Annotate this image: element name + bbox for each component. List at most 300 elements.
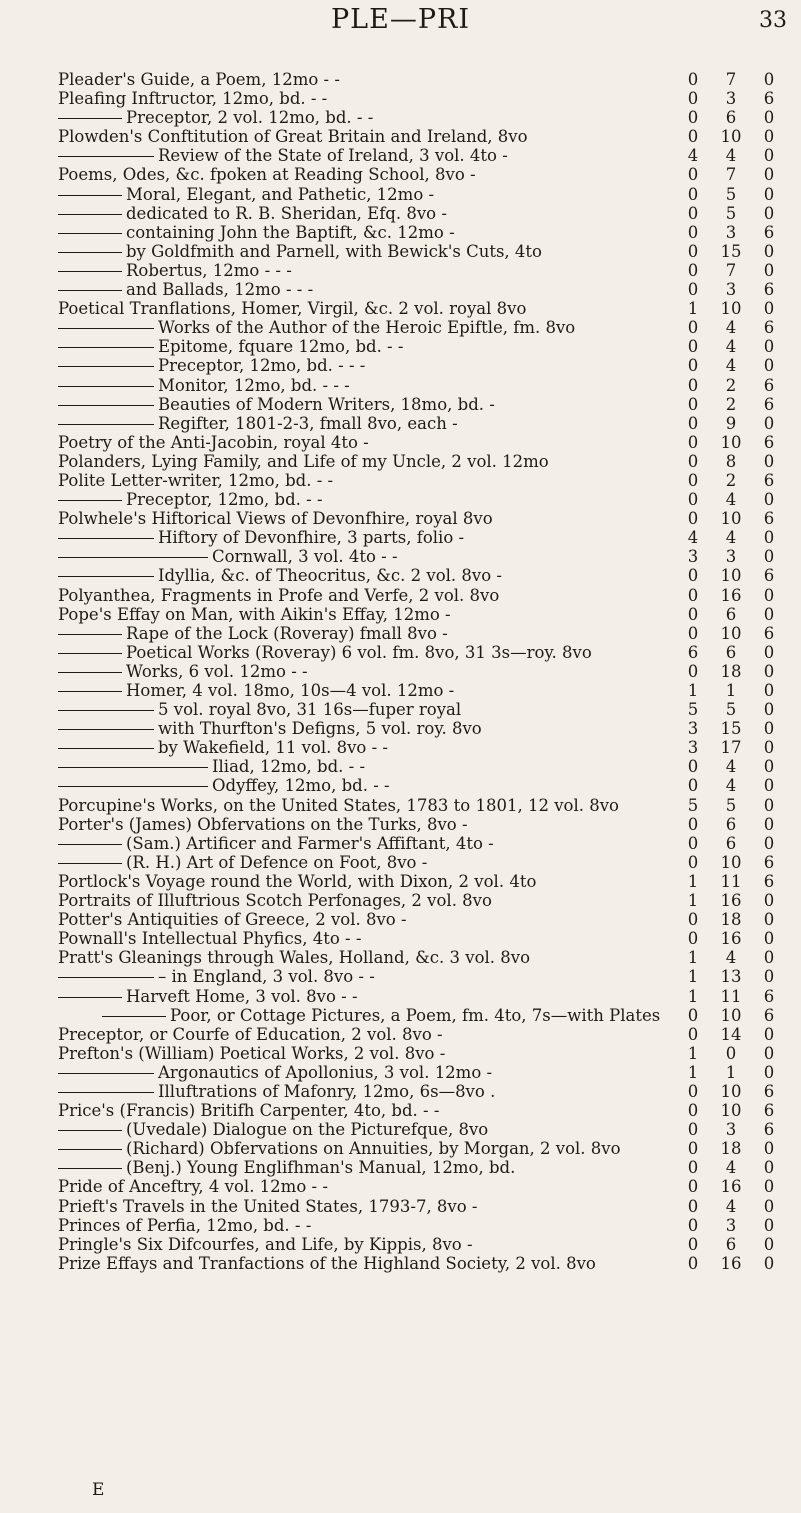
entry-price — [674, 490, 788, 509]
price-pounds: 0 — [687, 1139, 699, 1159]
price-pence: 0 — [763, 127, 775, 147]
entry-title — [58, 471, 333, 490]
price-pounds: 0 — [687, 318, 699, 338]
entry-title-text: Porcupine's Works, on the United States, 1783 to 1801, 12 vol. 8vo — [58, 795, 619, 815]
catalogue-entry — [58, 796, 788, 815]
entry-title-text: Idyllia, &c. of Theocritus, &c. 2 vol. 8vo - — [158, 566, 502, 586]
price-shillings: 3 — [725, 89, 737, 109]
price-pence: 0 — [763, 1139, 775, 1159]
price-pounds: 0 — [687, 127, 699, 147]
price-pounds: 0 — [687, 432, 699, 452]
catalogue-entry — [58, 356, 788, 375]
entry-title — [58, 872, 536, 891]
price-pence: 0 — [763, 413, 775, 433]
entry-title — [58, 1216, 311, 1235]
price-shillings: 7 — [725, 260, 737, 280]
price-pence: 0 — [763, 70, 775, 89]
price-pence: 0 — [763, 528, 775, 548]
catalogue-entry — [58, 776, 788, 795]
entry-title-text: Prieft's Travels in the United States, 1793-7, 8vo - — [58, 1196, 478, 1216]
price-shillings: 3 — [725, 1120, 737, 1140]
price-pence: 0 — [763, 1177, 775, 1197]
entry-title-text: Price's (Francis) Britifh Carpenter, 4to, bd. - - — [58, 1101, 440, 1121]
price-pence: 0 — [763, 776, 775, 796]
catalogue-entry — [58, 586, 788, 605]
catalogue-entry — [58, 261, 788, 280]
price-shillings: 6 — [725, 1234, 737, 1254]
entry-title-text: Pownall's Intellectual Phyfics, 4to - - — [58, 929, 362, 949]
price-pounds: 0 — [687, 108, 699, 128]
ditto-rule — [58, 271, 122, 272]
price-pounds: 4 — [687, 528, 699, 548]
entry-title-text: Prefton's (William) Poetical Works, 2 vol. 8vo - — [58, 1043, 446, 1063]
price-pounds: 0 — [687, 661, 699, 681]
catalogue-entry — [58, 891, 788, 910]
entry-title — [58, 566, 502, 585]
entry-title-text: Pleader's Guide, a Poem, 12mo - - — [58, 70, 340, 89]
price-shillings: 3 — [725, 1215, 737, 1235]
price-pence: 6 — [763, 566, 775, 586]
price-shillings: 5 — [725, 795, 737, 815]
price-shillings: 9 — [725, 413, 737, 433]
entry-title-text: Poetical Tranflations, Homer, Virgil, &c. 2 vol. royal 8vo — [58, 299, 527, 319]
ditto-rule — [58, 405, 154, 406]
entry-title — [58, 1177, 328, 1196]
entry-price — [674, 776, 788, 795]
price-pence: 6 — [763, 1005, 775, 1025]
entry-title — [58, 223, 455, 242]
entry-price — [674, 624, 788, 643]
catalogue-entry — [58, 948, 788, 967]
entry-price — [674, 948, 788, 967]
ditto-rule — [58, 653, 122, 654]
entry-price — [674, 1025, 788, 1044]
entry-price — [674, 1254, 788, 1273]
entry-title-text: Preceptor, or Courfe of Education, 2 vol. 8vo - — [58, 1024, 443, 1044]
catalogue-entry — [58, 815, 788, 834]
price-pounds: 5 — [687, 700, 699, 720]
catalogue-entry — [58, 967, 788, 986]
catalogue-entry — [58, 1101, 788, 1120]
price-pounds: 0 — [687, 623, 699, 643]
price-pence: 6 — [763, 318, 775, 338]
price-shillings: 10 — [720, 509, 742, 529]
price-pence: 0 — [763, 1253, 775, 1273]
entry-price — [674, 547, 788, 566]
price-pence: 0 — [763, 260, 775, 280]
price-shillings: 5 — [725, 184, 737, 204]
price-shillings: 10 — [720, 1081, 742, 1101]
ditto-rule — [58, 977, 154, 978]
entry-price — [674, 185, 788, 204]
price-pence: 6 — [763, 375, 775, 395]
entry-title — [58, 624, 448, 643]
price-pence: 6 — [763, 1120, 775, 1140]
entry-price — [674, 967, 788, 986]
entry-price — [674, 1006, 788, 1025]
entry-title — [58, 1063, 492, 1082]
catalogue-entry — [58, 1158, 788, 1177]
price-shillings: 6 — [725, 604, 737, 624]
entry-title — [58, 146, 508, 165]
price-pence: 0 — [763, 738, 775, 758]
catalogue-entry — [58, 376, 788, 395]
entry-title-text: Prize Effays and Tranfactions of the Highland Society, 2 vol. 8vo — [58, 1253, 596, 1273]
signature-mark: E — [92, 1480, 105, 1500]
entry-title — [58, 1254, 596, 1273]
ditto-rule — [58, 672, 122, 673]
price-pounds: 0 — [687, 260, 699, 280]
entry-title — [58, 738, 388, 757]
ditto-rule — [58, 233, 122, 234]
price-pounds: 0 — [687, 1215, 699, 1235]
price-pence: 0 — [763, 1196, 775, 1216]
price-pounds: 0 — [687, 451, 699, 471]
price-pence: 0 — [763, 1043, 775, 1063]
ditto-rule — [58, 997, 122, 998]
price-shillings: 6 — [725, 833, 737, 853]
price-pounds: 3 — [687, 719, 699, 739]
price-shillings: 4 — [725, 757, 737, 777]
entry-title-text: containing John the Baptift, &c. 12mo - — [126, 222, 455, 242]
price-shillings: 16 — [720, 1177, 742, 1197]
entry-title-text: Moral, Elegant, and Pathetic, 12mo - — [126, 184, 435, 204]
price-shillings: 11 — [720, 986, 742, 1006]
price-pounds: 0 — [687, 1196, 699, 1216]
price-shillings: 1 — [725, 1062, 737, 1082]
price-pence: 0 — [763, 967, 775, 987]
price-pounds: 5 — [687, 795, 699, 815]
catalogue-entry — [58, 1025, 788, 1044]
entry-title-text: Pope's Effay on Man, with Aikin's Effay, 12mo - — [58, 604, 451, 624]
price-pounds: 0 — [687, 241, 699, 261]
price-pence: 0 — [763, 757, 775, 777]
entry-title-text: Pringle's Six Difcourfes, and Life, by Kippis, 8vo - — [58, 1234, 473, 1254]
entry-price — [674, 1044, 788, 1063]
price-pounds: 0 — [687, 910, 699, 930]
entry-price — [674, 1139, 788, 1158]
entry-title-text: Poetry of the Anti-Jacobin, royal 4to - — [58, 432, 369, 452]
entry-price — [674, 605, 788, 624]
entry-title-text: Portraits of Illuftrious Scotch Perfonages, 2 vol. 8vo — [58, 891, 492, 911]
entry-title — [58, 204, 447, 223]
entry-price — [674, 757, 788, 776]
price-pounds: 3 — [687, 738, 699, 758]
catalogue-entry — [58, 1197, 788, 1216]
entry-price — [674, 1063, 788, 1082]
entry-title — [58, 280, 313, 299]
catalogue-entry — [58, 108, 788, 127]
ditto-rule — [58, 1073, 154, 1074]
catalogue-entry — [58, 757, 788, 776]
entry-title-text: (Benj.) Young Englifhman's Manual, 12mo, bd. — [126, 1158, 516, 1178]
catalogue-entry — [58, 471, 788, 490]
catalogue-entry — [58, 242, 788, 261]
catalogue-entry — [58, 185, 788, 204]
ditto-rule — [58, 366, 154, 367]
price-shillings: 10 — [720, 432, 742, 452]
entry-title-text: Works of the Author of the Heroic Epiftle, fm. 8vo — [158, 318, 576, 338]
entry-title-text: Robertus, 12mo - - - — [126, 260, 292, 280]
entry-title — [58, 299, 526, 318]
entry-price — [674, 108, 788, 127]
price-shillings: 8 — [725, 451, 737, 471]
catalogue-entry — [58, 204, 788, 223]
price-pence: 0 — [763, 490, 775, 510]
price-pence: 6 — [763, 432, 775, 452]
price-pence: 0 — [763, 929, 775, 949]
catalogue-entry — [58, 1216, 788, 1235]
price-pence: 6 — [763, 222, 775, 242]
entry-price — [674, 280, 788, 299]
entry-price — [674, 891, 788, 910]
catalogue-entry — [58, 146, 788, 165]
entry-title — [58, 452, 549, 471]
catalogue-entry — [58, 452, 788, 471]
price-pence: 6 — [763, 509, 775, 529]
entry-title — [102, 1006, 660, 1025]
entry-price — [674, 738, 788, 757]
entry-title — [58, 242, 542, 261]
ditto-rule — [58, 538, 154, 539]
entry-price — [674, 1177, 788, 1196]
price-shillings: 3 — [725, 222, 737, 242]
price-shillings: 4 — [725, 490, 737, 510]
entry-price — [674, 528, 788, 547]
entry-title — [58, 948, 530, 967]
entry-title-text: Epitome, fquare 12mo, bd. - - — [158, 337, 404, 357]
price-pounds: 0 — [687, 1158, 699, 1178]
entry-price — [674, 987, 788, 1006]
catalogue-entry — [58, 1177, 788, 1196]
price-pounds: 1 — [687, 1062, 699, 1082]
catalogue-entry — [58, 738, 788, 757]
catalogue-entry — [58, 700, 788, 719]
entry-price — [674, 910, 788, 929]
entry-title-text: Hiftory of Devonfhire, 3 parts, folio - — [158, 528, 465, 548]
entry-title — [58, 108, 373, 127]
entry-title — [58, 70, 340, 89]
entry-title — [58, 337, 403, 356]
entry-title-text: (Richard) Obfervations on Annuities, by Morgan, 2 vol. 8vo — [126, 1139, 621, 1159]
price-shillings: 4 — [725, 528, 737, 548]
entry-price — [674, 165, 788, 184]
ditto-rule — [58, 1092, 154, 1093]
entry-title — [58, 967, 375, 986]
entry-price — [674, 662, 788, 681]
price-shillings: 14 — [720, 1024, 742, 1044]
price-pence: 0 — [763, 299, 775, 319]
price-pence: 6 — [763, 852, 775, 872]
price-pounds: 0 — [687, 280, 699, 300]
price-pounds: 1 — [687, 948, 699, 968]
catalogue-entry — [58, 929, 788, 948]
entry-title-text: Preceptor, 12mo, bd. - - - — [158, 356, 366, 376]
entry-title — [58, 528, 464, 547]
catalogue-entry — [58, 337, 788, 356]
entry-title — [58, 853, 427, 872]
price-shillings: 16 — [720, 1253, 742, 1273]
entry-title — [58, 356, 365, 375]
price-shillings: 10 — [720, 623, 742, 643]
entry-title-text: – in England, 3 vol. 8vo - - — [158, 967, 375, 987]
price-shillings: 6 — [725, 642, 737, 662]
catalogue-entry — [58, 223, 788, 242]
entry-price — [674, 1120, 788, 1139]
price-pence: 6 — [763, 1081, 775, 1101]
catalogue-entry — [58, 299, 788, 318]
entry-price — [674, 566, 788, 585]
catalogue-entry — [58, 433, 788, 452]
entry-title-text: (R. H.) Art of Defence on Foot, 8vo - — [126, 852, 428, 872]
price-pence: 6 — [763, 394, 775, 414]
price-pounds: 0 — [687, 929, 699, 949]
entry-title-text: Rape of the Lock (Roveray) fmall 8vo - — [126, 623, 448, 643]
catalogue-entry — [58, 624, 788, 643]
ditto-rule — [58, 691, 122, 692]
entry-title — [58, 414, 458, 433]
entry-title-text: Illuftrations of Mafonry, 12mo, 6s—8vo . — [158, 1081, 496, 1101]
entry-title-text: Beauties of Modern Writers, 18mo, bd. - — [158, 394, 495, 414]
price-pence: 0 — [763, 910, 775, 930]
price-pence: 6 — [763, 871, 775, 891]
price-shillings: 5 — [725, 203, 737, 223]
price-shillings: 1 — [725, 681, 737, 700]
price-shillings: 10 — [720, 1005, 742, 1025]
price-pence: 0 — [763, 681, 775, 700]
ditto-rule — [58, 786, 208, 787]
entry-title — [58, 1197, 478, 1216]
price-pounds: 0 — [687, 757, 699, 777]
price-shillings: 4 — [725, 1158, 737, 1178]
entry-title — [58, 509, 493, 528]
price-shillings: 16 — [720, 929, 742, 949]
price-shillings: 7 — [725, 165, 737, 185]
price-pence: 0 — [763, 337, 775, 357]
entry-price — [674, 337, 788, 356]
price-pounds: 0 — [687, 184, 699, 204]
price-pounds: 0 — [687, 585, 699, 605]
entry-price — [674, 299, 788, 318]
entry-price — [674, 643, 788, 662]
price-pounds: 0 — [687, 509, 699, 529]
ditto-rule — [58, 576, 154, 577]
price-pounds: 0 — [687, 566, 699, 586]
entry-price — [674, 452, 788, 471]
entry-title-text: Potter's Antiquities of Greece, 2 vol. 8vo - — [58, 910, 407, 930]
price-pence: 6 — [763, 470, 775, 490]
entry-price — [674, 1082, 788, 1101]
price-pounds: 1 — [687, 967, 699, 987]
entry-title — [58, 376, 350, 395]
price-pence: 0 — [763, 451, 775, 471]
entry-title — [58, 719, 482, 738]
entry-title — [58, 1025, 443, 1044]
entry-title — [58, 815, 468, 834]
price-pounds: 0 — [687, 356, 699, 376]
entry-title — [58, 1120, 488, 1139]
entry-title-text: Pride of Anceftry, 4 vol. 12mo - - — [58, 1177, 328, 1197]
entry-price — [674, 1101, 788, 1120]
catalogue-entry — [58, 719, 788, 738]
entry-price — [674, 509, 788, 528]
entry-title-text: Polite Letter-writer, 12mo, bd. - - — [58, 470, 334, 490]
ditto-rule — [58, 290, 122, 291]
price-pounds: 1 — [687, 681, 699, 700]
price-pence: 6 — [763, 280, 775, 300]
running-head: PLE—PRI — [331, 4, 470, 35]
price-pounds: 1 — [687, 1043, 699, 1063]
entry-price — [674, 853, 788, 872]
catalogue-entry — [58, 89, 788, 108]
price-pence: 0 — [763, 146, 775, 166]
catalogue-entry — [58, 1082, 788, 1101]
catalogue-entry — [58, 414, 788, 433]
entry-price — [674, 261, 788, 280]
price-shillings: 0 — [725, 1043, 737, 1063]
price-pounds: 0 — [687, 70, 699, 89]
price-shillings: 10 — [720, 299, 742, 319]
entry-title-text: Princes of Perfia, 12mo, bd. - - — [58, 1215, 312, 1235]
price-shillings: 4 — [725, 948, 737, 968]
catalogue-entry — [58, 853, 788, 872]
price-pounds: 3 — [687, 547, 699, 567]
price-shillings: 10 — [720, 127, 742, 147]
price-pence: 0 — [763, 1062, 775, 1082]
entry-title — [58, 185, 434, 204]
entry-title-text: Porter's (James) Obfervations on the Turks, 8vo - — [58, 814, 468, 834]
entry-title-text: by Goldfmith and Parnell, with Bewick's Cuts, 4to — [126, 241, 542, 261]
ditto-rule — [102, 1016, 166, 1017]
price-shillings: 10 — [720, 1101, 742, 1121]
catalogue-entry — [58, 490, 788, 509]
entry-title-text: (Uvedale) Dialogue on the Picturefque, 8vo — [126, 1120, 489, 1140]
entry-price — [674, 681, 788, 700]
entry-title — [58, 643, 592, 662]
entry-title — [58, 834, 494, 853]
price-pence: 6 — [763, 89, 775, 109]
entry-title — [58, 1235, 473, 1254]
price-pence: 6 — [763, 986, 775, 1006]
price-shillings: 15 — [720, 719, 742, 739]
price-pounds: 0 — [687, 375, 699, 395]
price-pounds: 0 — [687, 833, 699, 853]
entry-price — [674, 1235, 788, 1254]
entry-price — [674, 127, 788, 146]
catalogue-entry — [58, 509, 788, 528]
price-shillings: 13 — [720, 967, 742, 987]
ditto-rule — [58, 1130, 122, 1131]
catalogue-entry — [58, 1235, 788, 1254]
entry-title — [58, 318, 575, 337]
catalogue-entry — [58, 1006, 788, 1025]
price-shillings: 4 — [725, 337, 737, 357]
price-shillings: 11 — [720, 871, 742, 891]
price-shillings: 2 — [725, 394, 737, 414]
entry-title-text: Polanders, Lying Family, and Life of my Uncle, 2 vol. 12mo — [58, 451, 549, 471]
price-pounds: 0 — [687, 394, 699, 414]
entry-price — [674, 223, 788, 242]
entry-title-text: Review of the State of Ireland, 3 vol. 4to - — [158, 146, 508, 166]
entry-title-text: Polyanthea, Fragments in Profe and Verfe, 2 vol. 8vo — [58, 585, 500, 605]
entry-title — [58, 433, 369, 452]
price-pence: 0 — [763, 891, 775, 911]
price-pounds: 0 — [687, 1253, 699, 1273]
price-pence: 6 — [763, 623, 775, 643]
price-pence: 0 — [763, 241, 775, 261]
entry-price — [674, 89, 788, 108]
ditto-rule — [58, 424, 154, 425]
